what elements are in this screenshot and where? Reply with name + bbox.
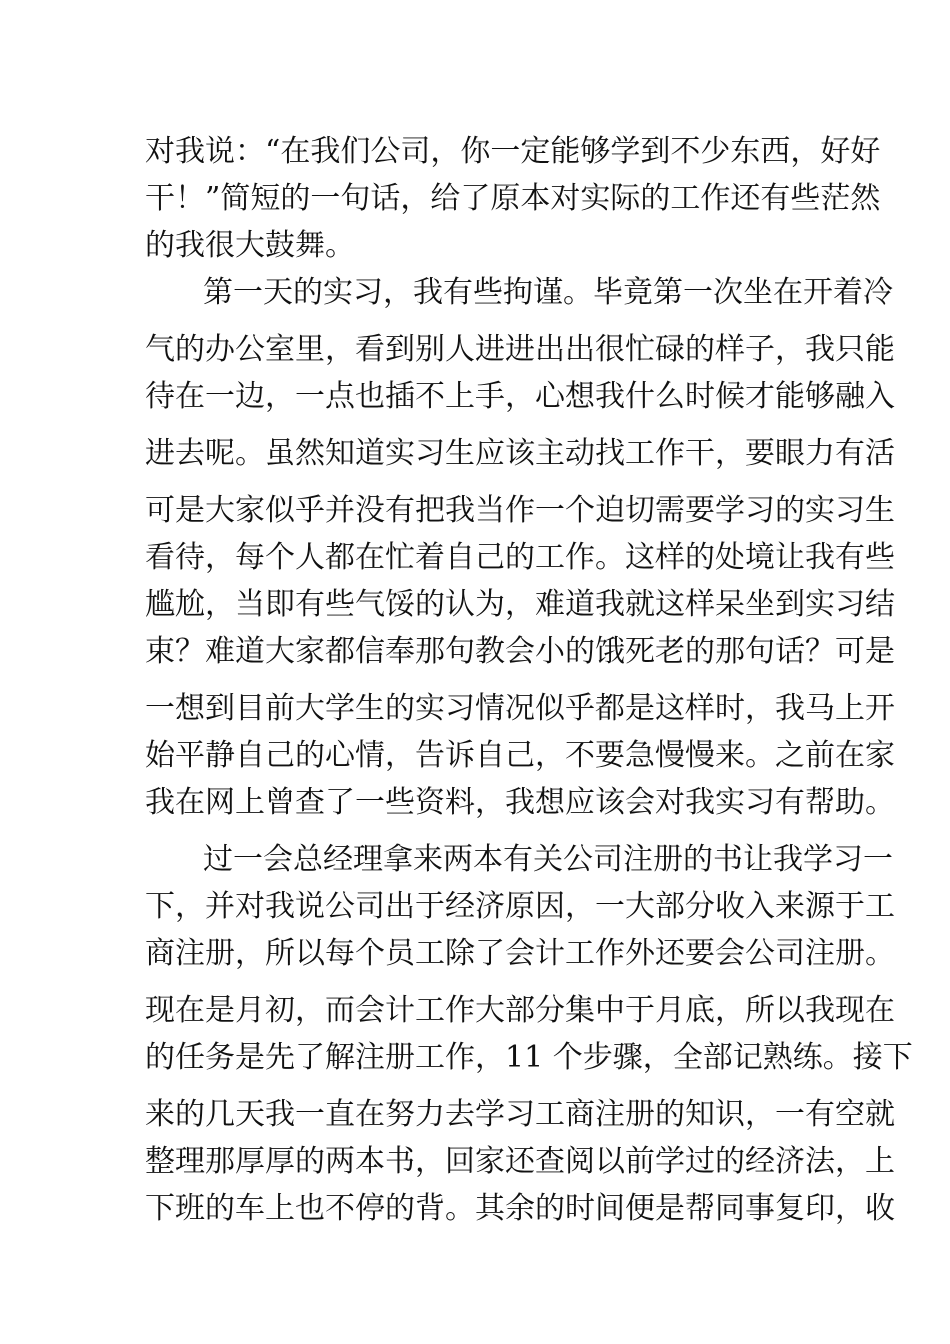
text-line: 商注册，所以每个员工除了会计工作外还要会公司注册。 <box>145 936 895 971</box>
text-line: 干！”简短的一句话，给了原本对实际的工作还有些茫然 <box>145 181 881 216</box>
text-line: 整理那厚厚的两本书，回家还查阅以前学过的经济法，上 <box>145 1144 895 1179</box>
text-line: 看待，每个人都在忙着自己的工作。这样的处境让我有些 <box>145 540 895 575</box>
paragraph-first-line: 过一会总经理拿来两本有关公司注册的书让我学习一 <box>203 842 893 877</box>
text-line: 现在是月初，而会计工作大部分集中于月底，所以我现在 <box>145 993 895 1028</box>
text-line: 的我很大鼓舞。 <box>145 228 355 263</box>
text-line: 的任务是先了解注册工作，11 个步骤，全部记熟练。接下 <box>145 1040 913 1075</box>
text-line: 待在一边，一点也插不上手，心想我什么时候才能够融入 <box>145 379 895 414</box>
text-line: 束？难道大家都信奉那句教会小的饿死老的那句话？可是 <box>145 634 895 669</box>
text-line: 尴尬，当即有些气馁的认为，难道我就这样呆坐到实习结 <box>145 587 895 622</box>
text-line: 对我说：“在我们公司，你一定能够学到不少东西，好好 <box>145 134 881 169</box>
text-line: 一想到目前大学生的实习情况似乎都是这样时，我马上开 <box>145 691 895 726</box>
paragraph-first-line: 第一天的实习，我有些拘谨。毕竟第一次坐在开着冷 <box>203 275 893 310</box>
text-line: 进去呢。虽然知道实习生应该主动找工作干，要眼力有活 <box>145 436 895 471</box>
text-line: 下，并对我说公司出于经济原因，一大部分收入来源于工 <box>145 889 895 924</box>
text-line: 我在网上曾查了一些资料，我想应该会对我实习有帮助。 <box>145 785 895 820</box>
text-line: 始平静自己的心情，告诉自己，不要急慢慢来。之前在家 <box>145 738 895 773</box>
text-line: 可是大家似乎并没有把我当作一个迫切需要学习的实习生 <box>145 493 895 528</box>
text-line: 来的几天我一直在努力去学习工商注册的知识，一有空就 <box>145 1097 895 1132</box>
text-line: 下班的车上也不停的背。其余的时间便是帮同事复印，收 <box>145 1191 895 1226</box>
text-line: 气的办公室里，看到别人进进出出很忙碌的样子，我只能 <box>145 332 895 367</box>
